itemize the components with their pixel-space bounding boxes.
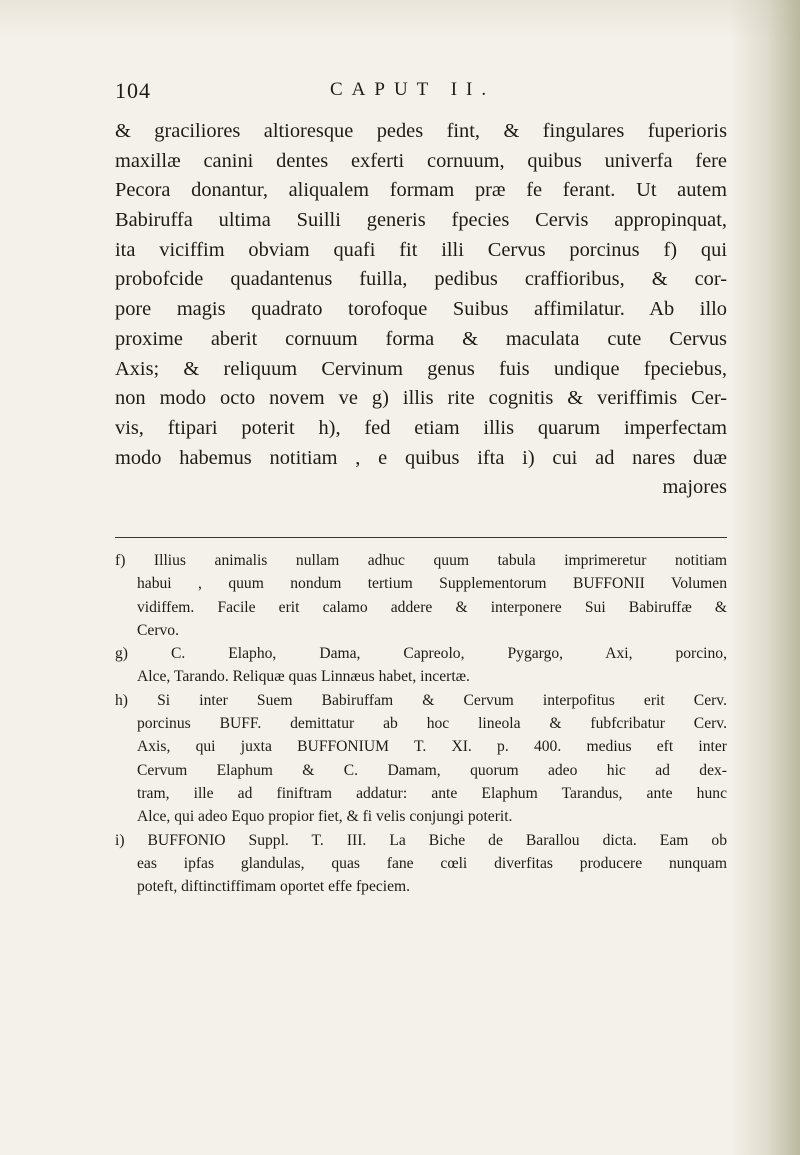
footnote-h-line: tram, ille ad finiftram addatur: ante Elaphum Tarandus, ante hunc bbox=[137, 784, 727, 802]
footnote-separator bbox=[115, 537, 727, 538]
footnote-f-line: Cervo. bbox=[137, 621, 180, 639]
page-edge-shading bbox=[730, 0, 800, 1155]
footnotes-block bbox=[115, 549, 727, 898]
footnote-f-line: habui , quum nondum tertium Supplementorum BUFFONII Volumen bbox=[137, 575, 727, 593]
text-line: & graciliores altioresque pedes fint, & fingulares fuperioris bbox=[115, 120, 727, 142]
text-line: Axis; & reliquum Cervinum genus fuis undique fpeciebus, bbox=[115, 357, 727, 380]
text-line: proxime aberit cornuum forma & maculata cute Cervus bbox=[115, 327, 727, 350]
running-head: CAPUT II. bbox=[330, 79, 496, 100]
footnote-h-line: Cervum Elaphum & C. Damam, quorum adeo hic ad dex- bbox=[137, 761, 727, 779]
text-line: pore magis quadrato torofoque Suibus affimilatur. Ab illo bbox=[115, 298, 727, 321]
footnote-h-line: h) Si inter Suem Babiruffam & Cervum interpofitus erit Cerv. bbox=[115, 691, 727, 709]
text-line: vis, ftipari poterit h), fed etiam illis quarum imperfectam bbox=[115, 416, 727, 439]
text-line: probofcide quadantenus fuilla, pedibus craffioribus, & cor- bbox=[115, 268, 727, 291]
text-line: ita viciffim obviam quafi fit illi Cervus porcinus f) qui bbox=[115, 238, 727, 261]
footnote-g-line: Alce, Tarando. Reliquæ quas Linnæus habet, incertæ. bbox=[137, 668, 470, 686]
footnote-f-line: vidiffem. Facile erit calamo addere & interponere Sui Babiruffæ & bbox=[137, 598, 727, 616]
text-line: Pecora donantur, aliqualem formam præ fe ferant. Ut autem bbox=[115, 179, 727, 202]
main-text-block bbox=[115, 117, 727, 503]
text-line: non modo octo novem ve g) illis rite cognitis & veriffimis Cer- bbox=[115, 387, 727, 410]
footnote-g-line: g) C. Elapho, Dama, Capreolo, Pygargo, Axi, porcino, bbox=[115, 645, 727, 663]
catchword: majores bbox=[662, 476, 727, 499]
text-line: Babiruffa ultima Suilli generis fpecies Cervis appropinquat, bbox=[115, 209, 727, 232]
footnote-h-line: porcinus BUFF. demittatur ab hoc lineola & fubfcribatur Cerv. bbox=[137, 715, 727, 733]
footnote-h-line: Axis, qui juxta BUFFONIUM T. XI. p. 400. medius eft inter bbox=[137, 738, 727, 756]
footnote-i-line: eas ipfas glandulas, quas fane cœli diverfitas producere nunquam bbox=[137, 854, 727, 872]
footnote-f-line: f) Illius animalis nullam adhuc quum tabula imprimeretur notitiam bbox=[115, 552, 727, 569]
text-line: maxillæ canini dentes exferti cornuum, quibus univerfa fere bbox=[115, 149, 727, 172]
text-line: modo habemus notitiam , e quibus ifta i) cui ad nares duæ bbox=[115, 446, 727, 469]
footnote-h-line: Alce, qui adeo Equo propior fiet, & fi velis conjungi poterit. bbox=[137, 808, 513, 826]
footnote-i-line: poteft, diftinctiffimam oportet effe fpeciem. bbox=[137, 878, 411, 896]
footnote-i-line: i) BUFFONIO Suppl. T. III. La Biche de Barallou dicta. Eam ob bbox=[115, 831, 727, 849]
page-top-shading bbox=[0, 0, 800, 40]
page-header bbox=[115, 78, 725, 108]
page-number: 104 bbox=[115, 78, 151, 103]
